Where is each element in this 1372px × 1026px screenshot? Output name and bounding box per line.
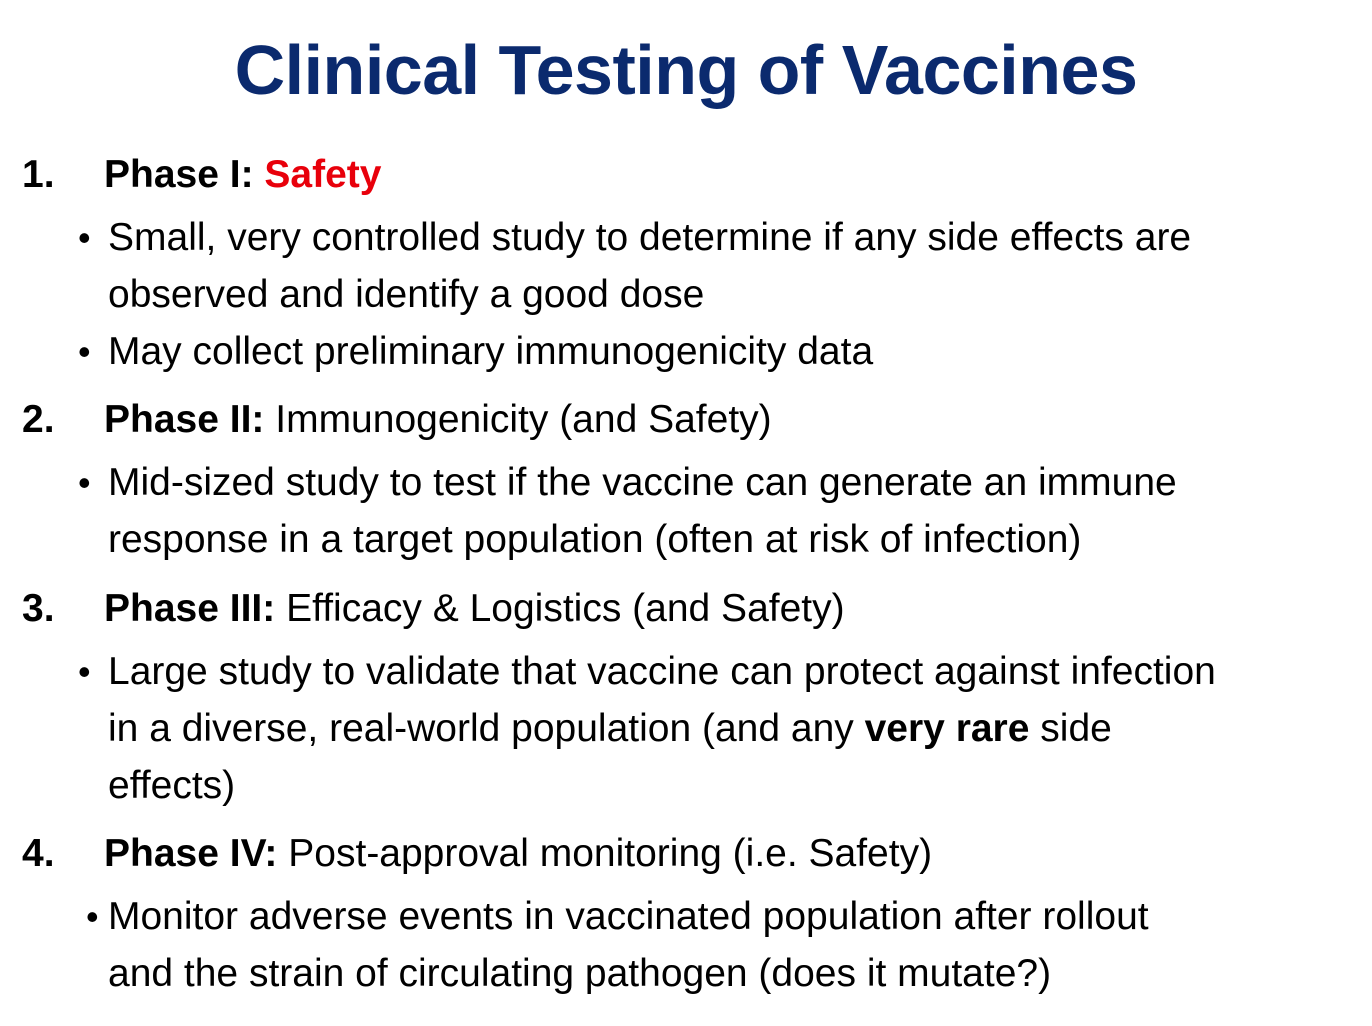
phase-4	[22, 831, 1362, 1002]
bullet-dot-icon: •	[78, 331, 91, 372]
phase-2-label: Phase II:	[104, 398, 265, 441]
phase-4-bullet-1-line-1: Monitor adverse events in vaccinated population after rollout	[108, 895, 1149, 938]
bullet-dot-icon: •	[78, 217, 91, 258]
bullet-dot-icon: •	[86, 896, 99, 937]
phase-3-label: Phase III:	[104, 587, 276, 630]
bullet-dot-icon: •	[78, 651, 91, 692]
phase-3-bullet-1-line-2	[108, 700, 1362, 757]
phase-4-label: Phase IV:	[104, 832, 278, 875]
phase-2-number: 2.	[22, 398, 55, 441]
phase-1-label: Phase I:	[104, 153, 254, 196]
phase-1-bullet-1-line-2: observed and identify a good dose	[108, 273, 705, 316]
phase-3-bullet-1-line-3: effects)	[108, 764, 236, 807]
bullet-dot-icon: •	[78, 462, 91, 503]
phase-4-bullet-1	[22, 888, 1362, 1002]
phase-2-description: Immunogenicity (and Safety)	[275, 398, 772, 441]
phase-3-emphasis: very rare	[864, 707, 1030, 750]
phase-1-bullet-2-line-1: May collect preliminary immunogenicity data	[108, 330, 874, 373]
phase-4-heading	[22, 831, 1362, 877]
phase-3-description: Efficacy & Logistics (and Safety)	[286, 587, 845, 630]
phase-3-bullet-1-line-1: Large study to validate that vaccine can protect against infection	[108, 650, 1216, 693]
phase-1	[22, 152, 1362, 380]
phase-3-line-2-text: in a diverse, real-world population (and any	[108, 707, 865, 750]
phase-2	[22, 397, 1362, 568]
phase-2-bullet-1-line-1: Mid-sized study to test if the vaccine can generate an immune	[108, 461, 1177, 504]
phase-3	[22, 586, 1362, 814]
phase-1-bullet-1	[22, 209, 1362, 323]
phase-1-bullet-1-line-1: Small, very controlled study to determine if any side effects are	[108, 216, 1192, 259]
phase-3-number: 3.	[22, 587, 55, 630]
phase-4-description: Post-approval monitoring (i.e. Safety)	[288, 832, 933, 875]
phase-1-heading	[22, 152, 1362, 198]
phase-2-bullet-1	[22, 454, 1362, 568]
phase-4-number: 4.	[22, 832, 55, 875]
phase-2-heading	[22, 397, 1362, 443]
phase-1-accent: Safety	[264, 153, 382, 196]
phase-1-number: 1.	[22, 153, 55, 196]
phase-3-heading	[22, 586, 1362, 632]
phase-1-bullet-2	[22, 323, 1362, 380]
slide-title: Clinical Testing of Vaccines	[234, 31, 1138, 109]
phase-3-bullet-1	[22, 643, 1362, 814]
phase-3-line-2-tail: side	[1029, 707, 1112, 750]
phase-2-bullet-1-line-2: response in a target population (often at risk of infection)	[108, 518, 1082, 561]
phase-4-bullet-1-line-2: and the strain of circulating pathogen (does it mutate?)	[108, 952, 1052, 995]
